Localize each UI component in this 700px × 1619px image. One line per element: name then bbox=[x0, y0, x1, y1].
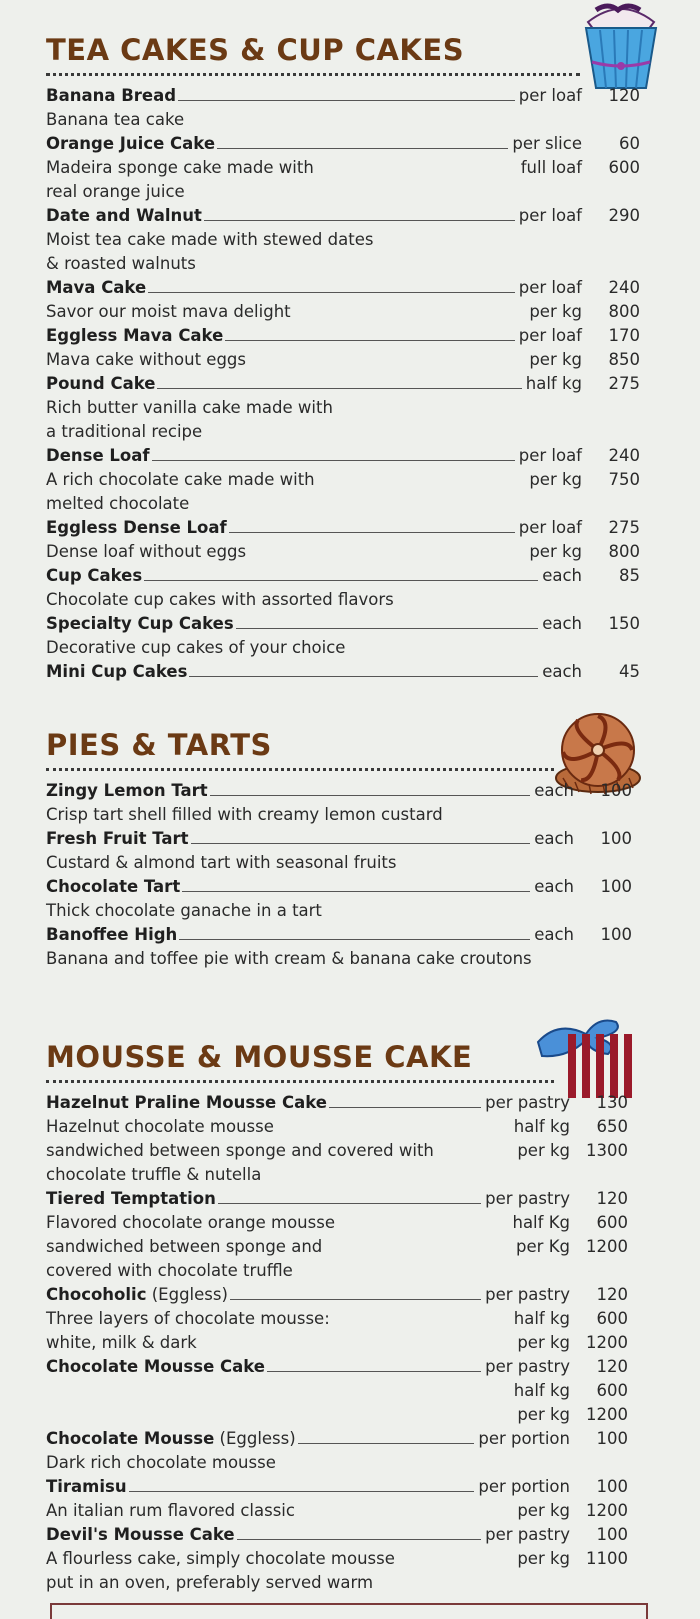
price-value: 1200 bbox=[586, 1333, 628, 1352]
item-description: sandwiched between sponge and covered with bbox=[46, 1141, 434, 1160]
item-name-row bbox=[46, 827, 656, 851]
item-description: Hazelnut chocolate mousse bbox=[46, 1117, 274, 1136]
price-value: 800 bbox=[608, 302, 640, 321]
menu-item bbox=[46, 1355, 656, 1427]
price-value: 290 bbox=[608, 206, 640, 225]
price-value: 1200 bbox=[586, 1405, 628, 1424]
item-name: Fresh Fruit Tart bbox=[46, 829, 189, 848]
leader-line bbox=[298, 1443, 474, 1444]
menu-item bbox=[46, 779, 656, 827]
item-description: A flourless cake, simply chocolate mousse bbox=[46, 1549, 395, 1568]
item-desc-row bbox=[46, 803, 656, 827]
item-name: Hazelnut Praline Mousse Cake bbox=[46, 1093, 327, 1112]
item-desc-row bbox=[46, 588, 656, 612]
price-unit: per portion bbox=[478, 1477, 570, 1496]
item-name: Specialty Cup Cakes bbox=[46, 614, 234, 633]
item-name: Pound Cake bbox=[46, 374, 156, 393]
price-value: 600 bbox=[596, 1309, 628, 1328]
price-value: 100 bbox=[600, 877, 632, 896]
leader-line bbox=[144, 580, 538, 581]
menu-item bbox=[46, 372, 656, 444]
item-name-row bbox=[46, 324, 656, 348]
menu-item bbox=[46, 1523, 656, 1595]
item-description: covered with chocolate truffle bbox=[46, 1261, 293, 1280]
price-unit: half kg bbox=[513, 1381, 570, 1400]
item-name: Zingy Lemon Tart bbox=[46, 781, 208, 800]
price-value: 130 bbox=[596, 1093, 628, 1112]
price-value: 150 bbox=[608, 614, 640, 633]
item-desc-row bbox=[46, 540, 656, 564]
price-value: 850 bbox=[608, 350, 640, 369]
item-name: Dense Loaf bbox=[46, 446, 150, 465]
price-unit: full loaf bbox=[520, 158, 582, 177]
item-name: Eggless Mava Cake bbox=[46, 326, 224, 345]
menu-item bbox=[46, 564, 656, 612]
menu-item bbox=[46, 1091, 656, 1187]
item-description: sandwiched between sponge and bbox=[46, 1237, 323, 1256]
price-unit: each bbox=[542, 566, 582, 585]
item-desc-row bbox=[46, 636, 656, 660]
leader-line bbox=[189, 676, 538, 677]
price-value: 85 bbox=[619, 566, 640, 585]
price-unit: per kg bbox=[517, 1333, 570, 1352]
item-desc-row bbox=[46, 1259, 656, 1283]
leader-line bbox=[217, 148, 508, 149]
price-unit: each bbox=[542, 662, 582, 681]
leader-line bbox=[182, 891, 530, 892]
price-value: 45 bbox=[619, 662, 640, 681]
section-title: PIES & TARTS bbox=[46, 728, 272, 762]
item-name-row bbox=[46, 1523, 656, 1547]
menu-item bbox=[46, 1283, 656, 1355]
leader-line bbox=[191, 843, 530, 844]
item-desc-row bbox=[46, 252, 656, 276]
price-unit: each bbox=[542, 614, 582, 633]
item-description: & roasted walnuts bbox=[46, 254, 196, 273]
item-description: Mava cake without eggs bbox=[46, 350, 246, 369]
item-desc-row bbox=[46, 1307, 656, 1331]
item-description: Chocolate cup cakes with assorted flavors bbox=[46, 590, 394, 609]
item-desc-row bbox=[46, 156, 656, 180]
item-desc-row bbox=[46, 468, 656, 492]
price-value: 170 bbox=[608, 326, 640, 345]
item-name-row bbox=[46, 612, 656, 636]
price-unit: per loaf bbox=[518, 326, 582, 345]
menu-item bbox=[46, 1475, 656, 1523]
price-unit: per loaf bbox=[518, 206, 582, 225]
price-unit: each bbox=[534, 781, 574, 800]
price-unit: per kg bbox=[517, 1549, 570, 1568]
item-name-row bbox=[46, 660, 656, 684]
price-value: 1200 bbox=[586, 1237, 628, 1256]
price-value: 100 bbox=[600, 925, 632, 944]
price-unit: per pastry bbox=[485, 1093, 570, 1112]
menu-item bbox=[46, 444, 656, 516]
item-desc-row bbox=[46, 1379, 656, 1403]
item-name-row bbox=[46, 1475, 656, 1499]
item-name-row bbox=[46, 444, 656, 468]
item-modifier: (Eggless) bbox=[219, 1429, 296, 1448]
item-description: Madeira sponge cake made with bbox=[46, 158, 314, 177]
price-value: 750 bbox=[608, 470, 640, 489]
leader-line bbox=[152, 460, 515, 461]
item-desc-row bbox=[46, 1115, 656, 1139]
item-name-row bbox=[46, 564, 656, 588]
price-value: 650 bbox=[596, 1117, 628, 1136]
item-name-row bbox=[46, 1427, 656, 1451]
price-unit: half kg bbox=[525, 374, 582, 393]
item-modifier: (Eggless) bbox=[151, 1285, 228, 1304]
menu-item bbox=[46, 660, 656, 684]
item-desc-row bbox=[46, 947, 656, 971]
price-value: 240 bbox=[608, 446, 640, 465]
price-unit: per portion bbox=[478, 1429, 570, 1448]
item-desc-row bbox=[46, 396, 656, 420]
menu-item bbox=[46, 516, 656, 564]
item-name: Chocolate Mousse bbox=[46, 1429, 215, 1448]
menu-item bbox=[46, 324, 656, 372]
menu-item bbox=[46, 923, 656, 971]
item-description: Thick chocolate ganache in a tart bbox=[46, 901, 322, 920]
price-value: 100 bbox=[600, 829, 632, 848]
price-value: 120 bbox=[596, 1285, 628, 1304]
item-description: Moist tea cake made with stewed dates bbox=[46, 230, 374, 249]
leader-line bbox=[236, 628, 538, 629]
item-name-row bbox=[46, 132, 656, 156]
item-description: white, milk & dark bbox=[46, 1333, 197, 1352]
item-name-row bbox=[46, 1187, 656, 1211]
item-description: A rich chocolate cake made with bbox=[46, 470, 315, 489]
item-desc-row bbox=[46, 492, 656, 516]
item-description: Custard & almond tart with seasonal fruits bbox=[46, 853, 397, 872]
leader-line bbox=[229, 532, 515, 533]
price-value: 600 bbox=[608, 158, 640, 177]
price-value: 1200 bbox=[586, 1501, 628, 1520]
price-unit: half kg bbox=[513, 1309, 570, 1328]
item-name-row bbox=[46, 875, 656, 899]
leader-line bbox=[179, 939, 530, 940]
price-value: 1300 bbox=[586, 1141, 628, 1160]
menu-item bbox=[46, 84, 656, 132]
item-desc-row bbox=[46, 1211, 656, 1235]
item-name: Banana Bread bbox=[46, 86, 177, 105]
price-unit: per kg bbox=[517, 1501, 570, 1520]
item-name: Devil's Mousse Cake bbox=[46, 1525, 235, 1544]
item-description: real orange juice bbox=[46, 182, 185, 201]
item-desc-row bbox=[46, 1571, 656, 1595]
item-name-row bbox=[46, 779, 656, 803]
item-description: melted chocolate bbox=[46, 494, 190, 513]
leader-line bbox=[178, 100, 515, 101]
item-name: Tiered Temptation bbox=[46, 1189, 216, 1208]
price-unit: per kg bbox=[529, 470, 582, 489]
price-unit: per slice bbox=[512, 134, 582, 153]
leader-line bbox=[237, 1539, 481, 1540]
price-value: 275 bbox=[608, 374, 640, 393]
item-name: Orange Juice Cake bbox=[46, 134, 216, 153]
item-desc-row bbox=[46, 1403, 656, 1427]
item-desc-row bbox=[46, 899, 656, 923]
price-unit: per kg bbox=[529, 302, 582, 321]
price-unit: each bbox=[534, 877, 574, 896]
item-name: Eggless Dense Loaf bbox=[46, 518, 227, 537]
price-value: 275 bbox=[608, 518, 640, 537]
price-value: 100 bbox=[596, 1477, 628, 1496]
price-unit: each bbox=[534, 925, 574, 944]
item-description: Savor our moist mava delight bbox=[46, 302, 291, 321]
price-value: 600 bbox=[596, 1381, 628, 1400]
item-name: Chocolate Tart bbox=[46, 877, 181, 896]
item-name: Banoffee High bbox=[46, 925, 178, 944]
item-description: chocolate truffle & nutella bbox=[46, 1165, 262, 1184]
item-description: put in an oven, preferably served warm bbox=[46, 1573, 374, 1592]
price-value: 120 bbox=[596, 1357, 628, 1376]
section-title: MOUSSE & MOUSSE CAKE bbox=[46, 1040, 473, 1074]
price-unit: per pastry bbox=[485, 1357, 570, 1376]
menu-item bbox=[46, 276, 656, 324]
item-desc-row bbox=[46, 180, 656, 204]
menu-item bbox=[46, 875, 656, 923]
price-unit: per kg bbox=[517, 1141, 570, 1160]
section-tea-cakes bbox=[46, 33, 656, 684]
price-unit: half Kg bbox=[512, 1213, 570, 1232]
leader-line bbox=[204, 220, 515, 221]
item-desc-row bbox=[46, 108, 656, 132]
menu-item bbox=[46, 1187, 656, 1283]
leader-line bbox=[218, 1203, 481, 1204]
price-unit: each bbox=[534, 829, 574, 848]
item-name: Chocoholic bbox=[46, 1285, 147, 1304]
item-name-row bbox=[46, 1283, 656, 1307]
item-description: Crisp tart shell filled with creamy lemon custard bbox=[46, 805, 443, 824]
price-unit: per pastry bbox=[485, 1285, 570, 1304]
price-value: 120 bbox=[596, 1189, 628, 1208]
menu-item bbox=[46, 612, 656, 660]
item-desc-row bbox=[46, 1331, 656, 1355]
price-unit: half kg bbox=[513, 1117, 570, 1136]
section-pies-tarts bbox=[46, 728, 656, 971]
item-name-row bbox=[46, 372, 656, 396]
price-value: 120 bbox=[608, 86, 640, 105]
item-name-row bbox=[46, 923, 656, 947]
price-value: 100 bbox=[596, 1525, 628, 1544]
menu-item bbox=[46, 204, 656, 276]
item-desc-row bbox=[46, 1451, 656, 1475]
price-value: 100 bbox=[600, 781, 632, 800]
item-desc-row bbox=[46, 348, 656, 372]
item-name-row bbox=[46, 276, 656, 300]
price-value: 600 bbox=[596, 1213, 628, 1232]
leader-line bbox=[129, 1491, 474, 1492]
item-name: Chocolate Mousse Cake bbox=[46, 1357, 265, 1376]
price-unit: per kg bbox=[517, 1405, 570, 1424]
leader-line bbox=[210, 795, 530, 796]
leader-line bbox=[225, 340, 515, 341]
menu-item bbox=[46, 132, 656, 204]
section-divider bbox=[46, 73, 580, 76]
section-divider bbox=[46, 768, 554, 771]
price-unit: per loaf bbox=[518, 446, 582, 465]
price-unit: per loaf bbox=[518, 518, 582, 537]
price-unit: per loaf bbox=[518, 278, 582, 297]
item-desc-row bbox=[46, 300, 656, 324]
item-desc-row bbox=[46, 228, 656, 252]
price-value: 240 bbox=[608, 278, 640, 297]
item-description: Flavored chocolate orange mousse bbox=[46, 1213, 335, 1232]
item-description: Rich butter vanilla cake made with bbox=[46, 398, 333, 417]
price-unit: per pastry bbox=[485, 1189, 570, 1208]
item-name: Mava Cake bbox=[46, 278, 147, 297]
leader-line bbox=[230, 1299, 481, 1300]
item-desc-row bbox=[46, 1139, 656, 1163]
item-name-row bbox=[46, 516, 656, 540]
item-description: Decorative cup cakes of your choice bbox=[46, 638, 346, 657]
section-mousse bbox=[46, 1040, 656, 1595]
item-name: Tiramisu bbox=[46, 1477, 127, 1496]
item-name-row bbox=[46, 204, 656, 228]
menu-item bbox=[46, 827, 656, 875]
price-value: 800 bbox=[608, 542, 640, 561]
price-unit: per pastry bbox=[485, 1525, 570, 1544]
price-unit: per Kg bbox=[516, 1237, 570, 1256]
price-unit: per loaf bbox=[518, 86, 582, 105]
leader-line bbox=[329, 1107, 481, 1108]
item-description: Dark rich chocolate mousse bbox=[46, 1453, 276, 1472]
item-desc-row bbox=[46, 1163, 656, 1187]
item-desc-row bbox=[46, 851, 656, 875]
item-desc-row bbox=[46, 420, 656, 444]
leader-line bbox=[148, 292, 515, 293]
item-desc-row bbox=[46, 1235, 656, 1259]
item-description: a traditional recipe bbox=[46, 422, 203, 441]
price-value: 100 bbox=[596, 1429, 628, 1448]
price-value: 1100 bbox=[586, 1549, 628, 1568]
item-desc-row bbox=[46, 1499, 656, 1523]
bottom-frame bbox=[50, 1603, 648, 1619]
item-description: Banana tea cake bbox=[46, 110, 185, 129]
leader-line bbox=[157, 388, 522, 389]
section-title: TEA CAKES & CUP CAKES bbox=[46, 33, 465, 67]
item-description: Banana and toffee pie with cream & banana cake croutons bbox=[46, 949, 532, 968]
section-divider bbox=[46, 1080, 554, 1083]
item-description: Three layers of chocolate mousse: bbox=[46, 1309, 330, 1328]
item-name: Date and Walnut bbox=[46, 206, 202, 225]
item-name: Cup Cakes bbox=[46, 566, 143, 585]
item-desc-row bbox=[46, 1547, 656, 1571]
item-name-row bbox=[46, 1355, 656, 1379]
leader-line bbox=[267, 1371, 481, 1372]
item-description: Dense loaf without eggs bbox=[46, 542, 247, 561]
item-name-row bbox=[46, 1091, 656, 1115]
menu-item bbox=[46, 1427, 656, 1475]
price-value: 60 bbox=[619, 134, 640, 153]
price-unit: per kg bbox=[529, 350, 582, 369]
price-unit: per kg bbox=[529, 542, 582, 561]
item-name-row bbox=[46, 84, 656, 108]
item-name: Mini Cup Cakes bbox=[46, 662, 188, 681]
item-description: An italian rum flavored classic bbox=[46, 1501, 295, 1520]
